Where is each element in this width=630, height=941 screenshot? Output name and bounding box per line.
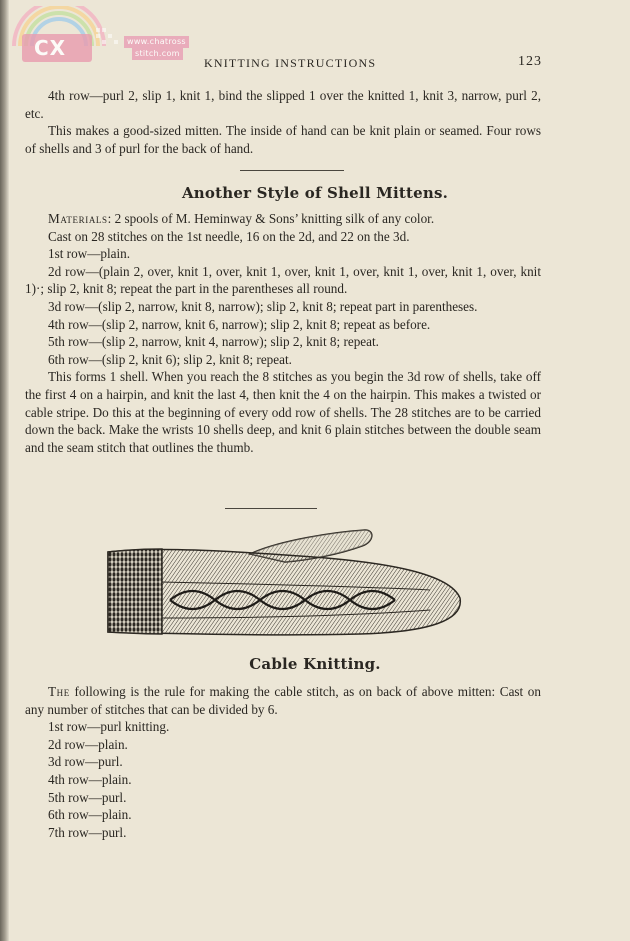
watermark-url-2: stitch.com: [132, 48, 183, 60]
section-divider: [225, 508, 317, 509]
watermark-url: www.chatross: [124, 36, 189, 48]
section-divider: [240, 170, 344, 171]
paragraph: 3d row—(slip 2, narrow, knit 8, narrow); slip 2, knit 8; repeat part in parentheses.: [48, 298, 478, 314]
section2-text-block: [25, 683, 541, 841]
row-instruction: 4th row—plain.: [48, 771, 132, 787]
book-spine-shadow: [0, 0, 9, 941]
row-instruction: 7th row—purl.: [48, 824, 127, 840]
paragraph: [25, 683, 541, 718]
section1-text-block: [25, 210, 541, 456]
intro-text-block: [25, 87, 541, 157]
row-instruction: 2d row—plain.: [48, 736, 128, 752]
paragraph: 6th row—(slip 2, knit 6); slip 2, knit 8; repeat.: [48, 351, 292, 367]
section-heading: Cable Knitting.: [249, 655, 381, 673]
paragraph: Cast on 28 stitches on the 1st needle, 16 on the 2d, and 22 on the 3d.: [48, 228, 410, 244]
row-instruction: 1st row—purl knitting.: [48, 719, 170, 735]
paragraph: This makes a good-sized mitten. The inside of hand can be knit plain or seamed. Four rows of shells and 3 of purl for the back of hand.: [25, 123, 541, 156]
watermark-logo: [4, 6, 204, 66]
section-heading: Another Style of Shell Mittens.: [181, 184, 449, 202]
paragraph: This forms 1 shell. When you reach the 8 stitches as you begin the 3d row of shells, take off the first 4 on a hairpin, and knit the last 4, then knit the 4 on the hairpin. This makes a twisted or cable stripe. Do this at the beginning of every odd row of shells. The 28 stitches are to be carried down the back. Make the wrists 10 shells deep, and knit 6 plain stitches between the double seam and the seam stitch that outlines the thumb.: [25, 369, 541, 455]
materials-label: Materials: [48, 211, 108, 226]
lead-word: The: [48, 684, 70, 699]
row-instruction: 3d row—purl.: [48, 754, 123, 770]
row-instruction: 6th row—plain.: [48, 807, 132, 823]
paragraph: 4th row—purl 2, slip 1, knit 1, bind the slipped 1 over the knitted 1, knit 3, narrow, purl 2, etc.: [25, 88, 541, 121]
running-header: KNITTING INSTRUCTIONS: [204, 56, 377, 70]
paragraph: 5th row—(slip 2, narrow, knit 4, narrow); slip 2, knit 8; repeat.: [48, 334, 379, 350]
paragraph: 4th row—(slip 2, narrow, knit 6, narrow); slip 2, knit 8; repeat as before.: [48, 316, 431, 332]
mitten-illustration: [100, 522, 470, 652]
materials-text: : 2 spools of M. Heminway & Sons’ knitting silk of any color.: [107, 211, 435, 226]
paragraph: 2d row—(plain 2, over, knit 1, over, knit 1, over, knit 1, over, knit 1, over, knit 1, over, knit 1)·; slip 2, knit 8; repeat the part in the parentheses all round.: [25, 263, 541, 297]
page-number: 123: [518, 54, 542, 69]
watermark-logo-text: CX: [34, 36, 67, 60]
paragraph: 1st row—plain.: [48, 246, 131, 262]
row-instruction: 5th row—purl.: [48, 789, 127, 805]
lead-text: following is the rule for making the cable stitch, as on back of above mitten: Cast on any number of stitches that can be divided by 6.: [25, 684, 541, 717]
materials-paragraph: [25, 210, 541, 228]
